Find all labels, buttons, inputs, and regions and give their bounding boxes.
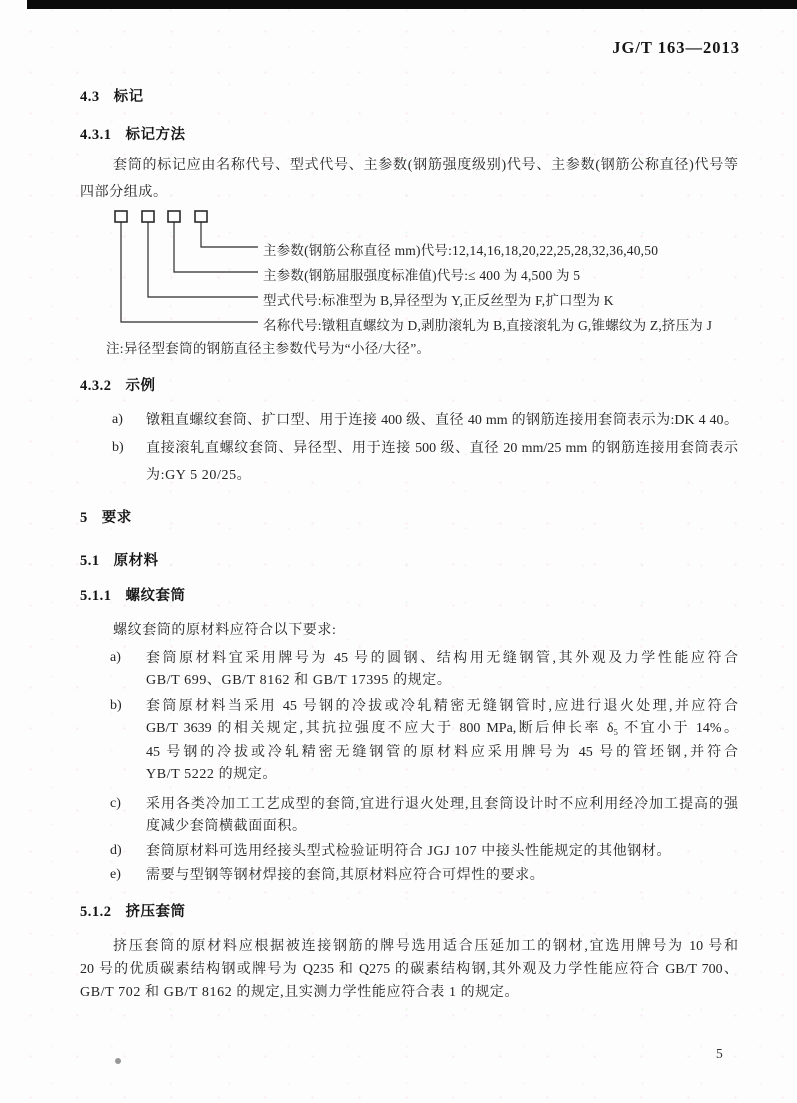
standard-number-header: JG/T 163—2013 (612, 38, 740, 57)
diagram-label-name-code: 名称代号:镦粗直螺纹为 D,剥肋滚轧为 B,直接滚轧为 G,锥螺纹为 Z,挤压为 J (263, 318, 713, 333)
section-title: 标记 (113, 89, 144, 105)
list-marker-a: a) (112, 412, 123, 427)
list-marker-c: c) (110, 796, 121, 811)
list-marker-a: a) (110, 650, 121, 665)
list-item-line: 套筒原材料当采用 45 号钢的冷拔或冷轧精密无缝钢管时,应进行退火处理,并应符合 (146, 699, 738, 714)
connector-lines (121, 222, 258, 322)
scan-speck (115, 1058, 121, 1064)
list-marker-d: d) (110, 843, 122, 858)
section-number: 4.3 (80, 89, 100, 105)
code-boxes (115, 211, 207, 222)
section-5-1-1-heading (80, 587, 186, 605)
list-item-line: 套筒原材料可选用经接头型式检验证明符合 JGJ 107 中接头性能规定的其他钢材。 (146, 844, 672, 859)
paragraph-line: 四部分组成。 (80, 185, 168, 200)
list-item-line: 采用各类冷加工工艺成型的套筒,宜进行退火处理,且套筒设计时不应利用经冷加工提高的强 (146, 797, 738, 812)
section-5-1-2-heading (80, 903, 186, 921)
scan-edge-bar (27, 0, 797, 9)
list-marker-e: e) (110, 867, 121, 882)
section-number: 4.3.1 (80, 127, 112, 143)
list-marker-b: b) (110, 698, 122, 713)
section-number: 4.3.2 (80, 378, 112, 394)
section-5-heading (80, 509, 132, 527)
paragraph-line: 20 号的优质碳素结构钢或牌号为 Q235 和 Q275 的碳素结构钢,其外观及力学性能应符合 GB/T 700、 (80, 962, 738, 977)
paragraph-line: 套筒的标记应由名称代号、型式代号、主参数(钢筋强度级别)代号、主参数(钢筋公称直径)代号等 (113, 158, 738, 173)
list-item-line: 为:GY 5 20/25。 (146, 468, 252, 483)
section-title: 要求 (101, 510, 132, 526)
diagram-label-type: 型式代号:标准型为 B,异径型为 Y,正反丝型为 F,扩口型为 K (263, 293, 614, 308)
list-item-line: GB/T 3639 的相关规定,其抗拉强度不应大于 800 MPa,断后伸长率 δ₅ 不宜小于 14%。 (146, 721, 738, 736)
section-number: 5.1.1 (80, 588, 112, 604)
section-title: 螺纹套筒 (125, 588, 186, 604)
section-title: 标记方法 (125, 127, 186, 143)
diagram-note: 注:异径型套筒的钢筋直径主参数代号为“小径/大径”。 (106, 341, 431, 356)
paragraph-line: 挤压套筒的原材料应根据被连接钢筋的牌号选用适合压延加工的钢材,宜选用牌号为 10 号和 (113, 939, 738, 954)
list-item-line: 需要与型钢等钢材焊接的套筒,其原材料应符合可焊性的要求。 (146, 868, 545, 883)
section-title: 挤压套筒 (125, 904, 186, 920)
paragraph-line: GB/T 702 和 GB/T 8162 的规定,且实测力学性能应符合表 1 的规定。 (80, 985, 520, 1000)
paragraph-line: 螺纹套筒的原材料应符合以下要求: (113, 623, 337, 638)
section-number: 5.1.2 (80, 904, 112, 920)
section-5-1-heading (80, 552, 159, 570)
list-item-line: 45 号钢的冷拔或冷轧精密无缝钢管的原材料应采用牌号为 45 号的管坯钢,并符合 (146, 745, 738, 760)
list-item-line: YB/T 5222 的规定。 (146, 767, 278, 782)
list-item-line: 套筒原材料宜采用牌号为 45 号的圆钢、结构用无缝钢管,其外观及力学性能应符合 (146, 651, 738, 666)
list-item-line: GB/T 699、GB/T 8162 和 GB/T 17395 的规定。 (146, 673, 452, 688)
page-number: 5 (716, 1046, 723, 1061)
section-4-3-2-heading (80, 377, 156, 395)
section-4-3-heading (80, 88, 144, 106)
diagram-label-diameter: 主参数(钢筋公称直径 mm)代号:12,14,16,18,20,22,25,28,32,36,40,50 (263, 243, 659, 258)
section-number: 5.1 (80, 553, 100, 569)
list-item-line: 镦粗直螺纹套筒、扩口型、用于连接 400 级、直径 40 mm 的钢筋连接用套筒表示为:DK 4 40。 (146, 413, 738, 428)
section-4-3-1-heading (80, 126, 186, 144)
list-marker-b: b) (112, 440, 124, 455)
diagram-label-strength: 主参数(钢筋屈服强度标准值)代号:≤ 400 为 4,500 为 5 (263, 268, 581, 283)
section-title: 原材料 (113, 553, 159, 569)
section-number: 5 (80, 510, 88, 526)
section-title: 示例 (125, 378, 156, 394)
list-item-line: 度减少套筒横截面面积。 (146, 819, 307, 834)
list-item-line: 直接滚轧直螺纹套筒、异径型、用于连接 500 级、直径 20 mm/25 mm 的钢筋连接用套筒表示 (146, 441, 738, 456)
